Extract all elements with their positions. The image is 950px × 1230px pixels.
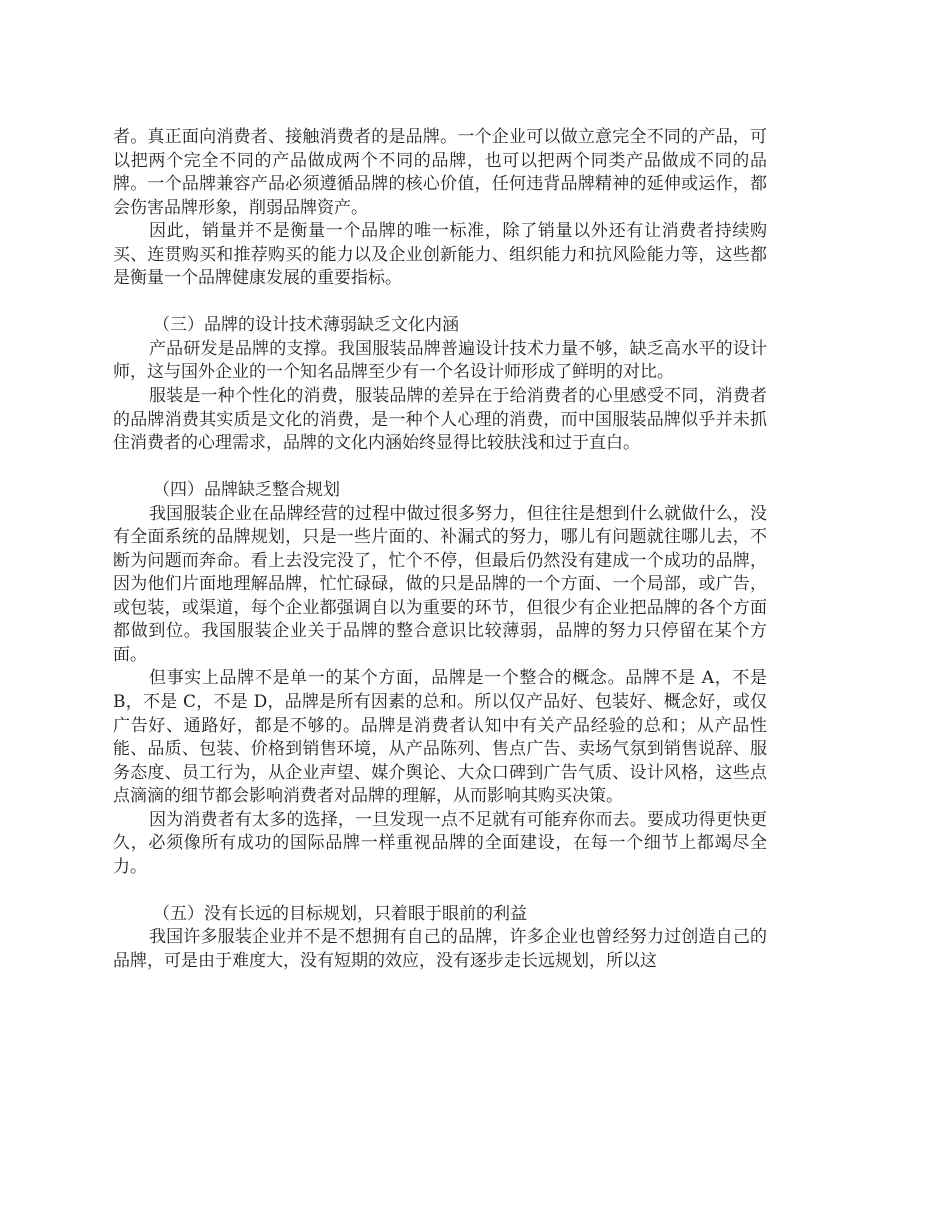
section-heading-4: （四）品牌缺乏整合规划: [153, 480, 340, 501]
paragraph-choices: 因为消费者有太多的选择，一旦发现一点不足就有可能弃你而去。要成功得更快更久，必须像所有成功的国际品牌一样重视品牌的全面建设，在每一个细节上都竭尽全力。: [113, 809, 767, 877]
paragraph-continuation: 者。真正面向消费者、接触消费者的是品牌。一个企业可以做立意完全不同的产品，可以把两个完全不同的产品做成两个不同的品牌，也可以把两个同类产品做成不同的品牌。一个品牌兼容产品必须遵循品牌的核心价值，任何违背品牌精神的延伸或运作，都会伤害品牌形象，削弱品牌资产。: [113, 127, 767, 218]
section-heading-5: （五）没有长远的目标规划，只着眼于眼前的利益: [153, 903, 527, 924]
paragraph-long-term: 我国许多服装企业并不是不想拥有自己的品牌，许多企业也曾经努力过创造自己的品牌，可是由于难度大，没有短期的效应，没有逐步走长远规划，所以这: [113, 927, 767, 971]
paragraph-integration-effort: 我国服装企业在品牌经营的过程中做过很多努力，但往往是想到什么就做什么，没有全面系统的品牌规划，只是一些片面的、补漏式的努力，哪儿有问题就往哪儿去，不断为问题而奔命。看上去没完没了，忙个不停，但最后仍然没有建成一个成功的品牌，因为他们片面地理解品牌，忙忙碌碌，做的只是品牌的一个方面、一个局部，或广告，或包装，或渠道，每个企业都强调自以为重要的环节，但很少有企业把品牌的各个方面都做到位。我国服装企业关于品牌的整合意识比较薄弱，品牌的努力只停留在某个方面。: [113, 503, 767, 665]
paragraph-integration-concept: 但事实上品牌不是单一的某个方面，品牌是一个整合的概念。品牌不是 A，不是 B，不是 C，不是 D，品牌是所有因素的总和。所以仅产品好、包装好、概念好，或仅广告好、通路好，都是不够的。品牌是消费者认知中有关产品经验的总和；从产品性能、品质、包装、价格到销售环境，从产品陈列、售点广告、卖场气氛到销售说辞、服务态度、员工行为，从企业声望、媒介舆论、大众口碑到广告气质、设计风格，这些点点滴滴的细节都会影响消费者对品牌的理解，从而影响其购买决策。: [113, 668, 767, 807]
paragraph-design-tech: 产品研发是品牌的支撑。我国服装品牌普遍设计技术力量不够，缺乏高水平的设计师，这与国外企业的一个知名品牌至少有一个名设计师形成了鲜明的对比。: [113, 338, 767, 383]
document-page: [113, 126, 767, 974]
paragraph-culture: 服装是一种个性化的消费，服装品牌的差异在于给消费者的心里感受不同，消费者的品牌消费其实质是文化的消费，是一种个人心理的消费，而中国服装品牌似乎并未抓住消费者的心理需求，品牌的文化内涵始终显得比较肤浅和过于直白。: [113, 385, 767, 454]
section-heading-3: （三）品牌的设计技术薄弱缺乏文化内涵: [153, 315, 459, 336]
paragraph-sales-metrics: 因此，销量并不是衡量一个品牌的唯一标准，除了销量以外还有让消费者持续购买、连贯购买和推荐购买的能力以及企业创新能力、组织能力和抗风险能力等，这些都是衡量一个品牌健康发展的重要指标。: [113, 221, 767, 289]
